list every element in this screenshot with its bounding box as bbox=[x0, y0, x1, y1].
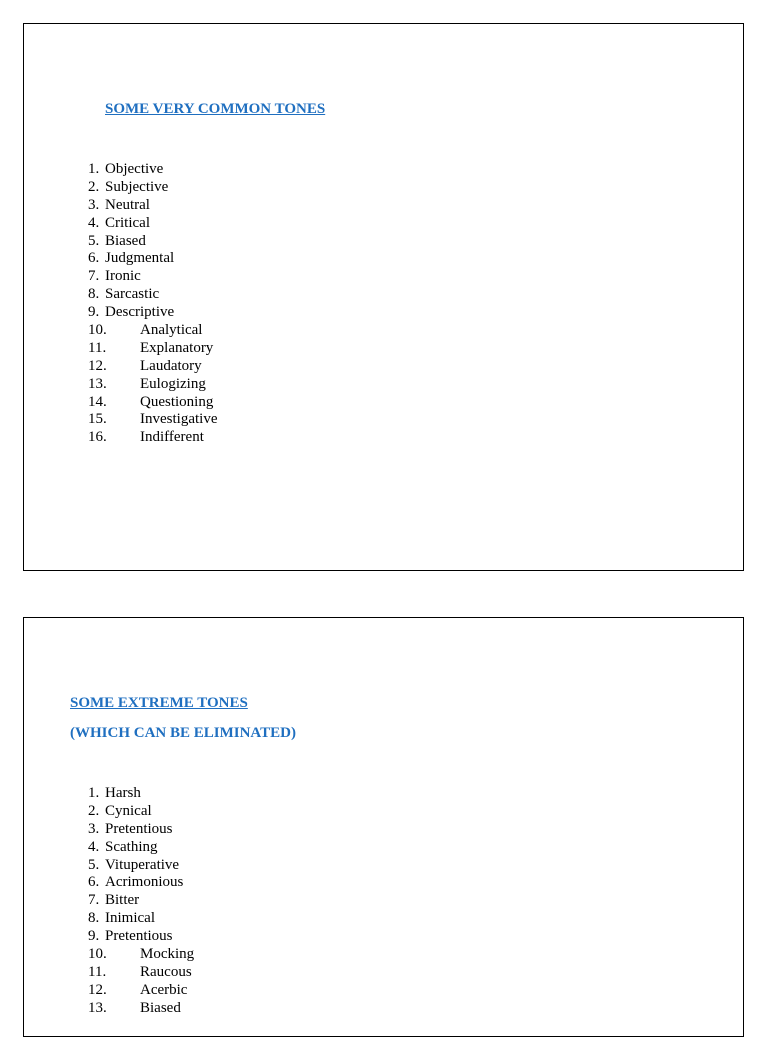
list-item-number: 15. bbox=[88, 411, 107, 428]
list-item bbox=[88, 376, 217, 394]
list-item-label: Pretentious bbox=[105, 928, 173, 945]
list-item bbox=[88, 892, 194, 910]
list-item-number: 13. bbox=[88, 999, 107, 1016]
list-item bbox=[88, 803, 194, 821]
list-item-label: Subjective bbox=[105, 178, 169, 195]
list-item-label: Eulogizing bbox=[140, 375, 206, 392]
list-item-number: 5. bbox=[88, 856, 100, 873]
list-item bbox=[88, 233, 217, 251]
list-item-label: Investigative bbox=[140, 411, 218, 428]
page-2-heading: SOME EXTREME TONES bbox=[70, 695, 248, 711]
list-item bbox=[88, 215, 217, 233]
list-item bbox=[88, 928, 194, 946]
list-item-number: 13. bbox=[88, 375, 107, 392]
list-item-number: 6. bbox=[88, 250, 100, 267]
list-item-number: 9. bbox=[88, 928, 100, 945]
list-item-label: Descriptive bbox=[105, 304, 175, 321]
list-item-label: Biased bbox=[140, 999, 181, 1016]
list-item-number: 4. bbox=[88, 214, 100, 231]
list-item-number: 11. bbox=[88, 963, 107, 980]
list-item-number: 12. bbox=[88, 357, 107, 374]
list-item-label: Objective bbox=[105, 161, 164, 177]
list-item-number: 1. bbox=[88, 161, 100, 177]
list-item-number: 16. bbox=[88, 429, 107, 446]
list-item bbox=[88, 1000, 194, 1018]
list-item bbox=[88, 268, 217, 286]
list-item-number: 8. bbox=[88, 286, 100, 303]
list-item-number: 12. bbox=[88, 981, 107, 998]
list-item-number: 7. bbox=[88, 268, 100, 285]
list-item bbox=[88, 821, 194, 839]
document-page-2 bbox=[23, 617, 744, 1037]
list-item-number: 3. bbox=[88, 196, 100, 213]
list-item-label: Critical bbox=[105, 214, 150, 231]
list-item bbox=[88, 286, 217, 304]
page-2-subheading: (WHICH CAN BE ELIMINATED) bbox=[70, 725, 296, 741]
list-item bbox=[88, 839, 194, 857]
list-item bbox=[88, 340, 217, 358]
list-item-label: Judgmental bbox=[105, 250, 175, 267]
list-item-label: Questioning bbox=[140, 393, 214, 410]
list-item-label: Ironic bbox=[105, 268, 141, 285]
list-item-number: 10. bbox=[88, 322, 107, 339]
list-item bbox=[88, 946, 194, 964]
list-item-label: Scathing bbox=[105, 838, 158, 855]
list-item-label: Bitter bbox=[105, 892, 140, 909]
list-item-label: Sarcastic bbox=[105, 286, 160, 303]
list-item-number: 2. bbox=[88, 802, 100, 819]
list-item-label: Indifferent bbox=[140, 429, 204, 446]
list-item bbox=[88, 785, 194, 803]
list-item-label: Acrimonious bbox=[105, 874, 184, 891]
list-item bbox=[88, 964, 194, 982]
list-item-label: Raucous bbox=[140, 963, 192, 980]
list-item-label: Harsh bbox=[105, 785, 141, 801]
list-item-label: Laudatory bbox=[140, 357, 202, 374]
list-item bbox=[88, 197, 217, 215]
list-item-label: Biased bbox=[105, 232, 146, 249]
list-item-number: 3. bbox=[88, 820, 100, 837]
list-item bbox=[88, 179, 217, 197]
list-item-label: Cynical bbox=[105, 802, 152, 819]
list-item bbox=[88, 411, 217, 429]
list-item bbox=[88, 250, 217, 268]
list-item-number: 9. bbox=[88, 304, 100, 321]
list-item bbox=[88, 161, 217, 179]
list-item-number: 14. bbox=[88, 393, 107, 410]
list-item bbox=[88, 874, 194, 892]
list-item-number: 5. bbox=[88, 232, 100, 249]
extreme-tones-list bbox=[88, 785, 194, 1018]
list-item-label: Mocking bbox=[140, 946, 195, 963]
list-item-label: Vituperative bbox=[105, 856, 180, 873]
document-page-1 bbox=[23, 23, 744, 571]
list-item bbox=[88, 394, 217, 412]
page-1-heading: SOME VERY COMMON TONES bbox=[105, 101, 326, 117]
list-item-number: 1. bbox=[88, 785, 100, 801]
list-item-number: 2. bbox=[88, 178, 100, 195]
list-item-number: 6. bbox=[88, 874, 100, 891]
list-item bbox=[88, 910, 194, 928]
list-item bbox=[88, 429, 217, 447]
list-item bbox=[88, 857, 194, 875]
list-item bbox=[88, 358, 217, 376]
common-tones-list bbox=[88, 161, 217, 447]
list-item-number: 11. bbox=[88, 339, 107, 356]
list-item-number: 7. bbox=[88, 892, 100, 909]
list-item bbox=[88, 982, 194, 1000]
list-item-number: 8. bbox=[88, 910, 100, 927]
list-item-label: Neutral bbox=[105, 196, 150, 213]
list-item-label: Inimical bbox=[105, 910, 155, 927]
list-item-number: 4. bbox=[88, 838, 100, 855]
list-item-label: Analytical bbox=[140, 322, 203, 339]
list-item-label: Acerbic bbox=[140, 981, 188, 998]
list-item bbox=[88, 322, 217, 340]
list-item-number: 10. bbox=[88, 946, 107, 963]
list-item-label: Pretentious bbox=[105, 820, 173, 837]
list-item bbox=[88, 304, 217, 322]
list-item-label: Explanatory bbox=[140, 339, 214, 356]
